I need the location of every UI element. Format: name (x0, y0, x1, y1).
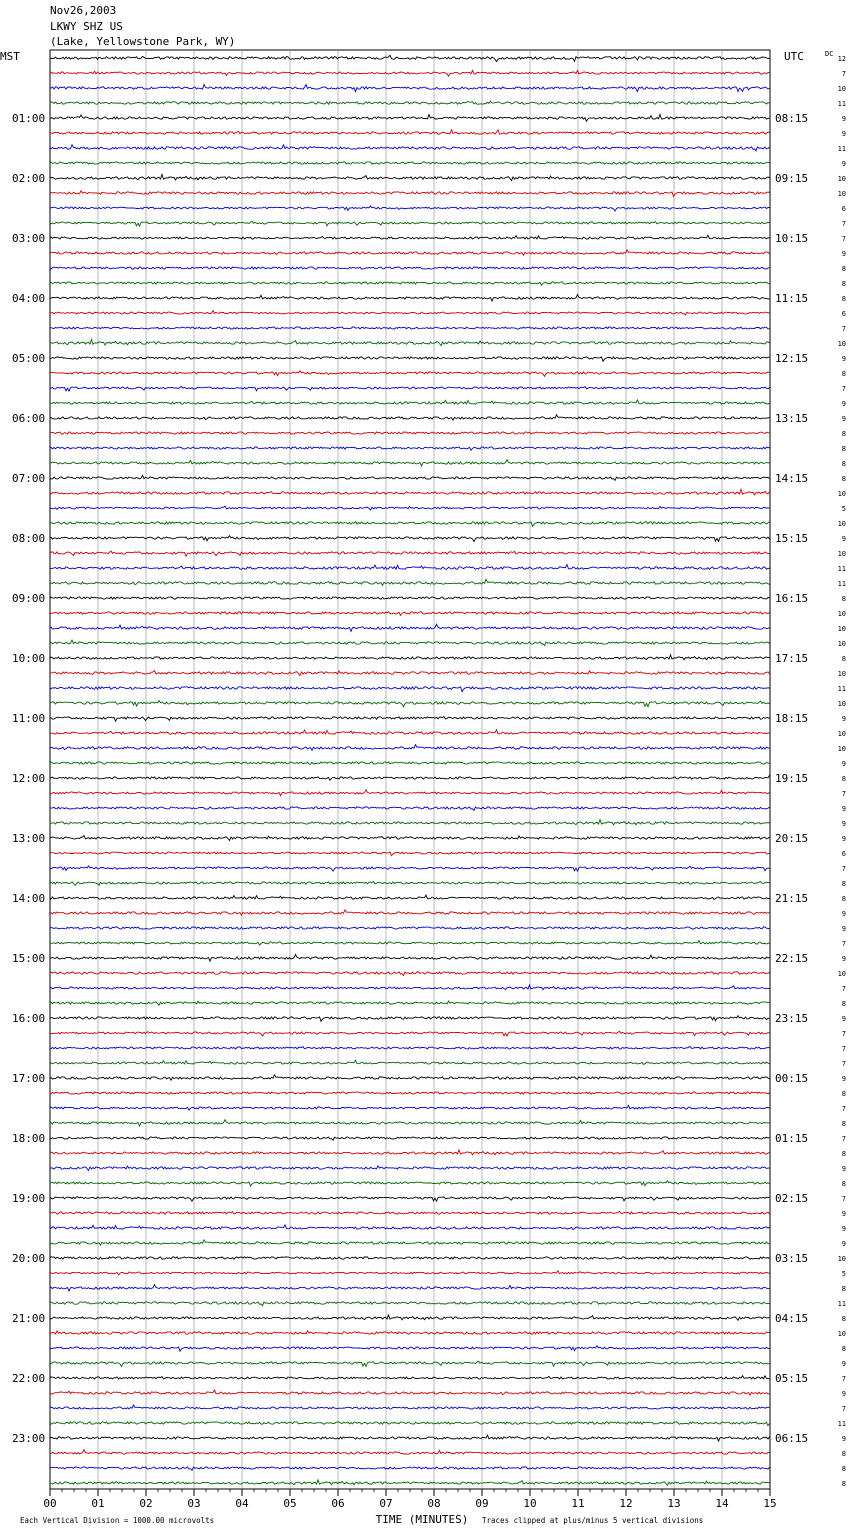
trace-line (50, 174, 770, 180)
dc-offset-value: 10 (837, 340, 846, 348)
trace-line (50, 70, 770, 76)
mst-hour-label: 12:00 (12, 772, 46, 785)
mst-hour-label: 09:00 (12, 592, 46, 605)
station-code: LKWY SHZ US (50, 20, 123, 33)
dc-offset-value: 6 (841, 850, 846, 858)
dc-offset-value: 10 (837, 490, 846, 498)
dc-offset-value: 7 (841, 940, 846, 948)
trace-line (50, 85, 770, 92)
trace-line (50, 1060, 770, 1064)
mst-hour-label: 06:00 (12, 412, 46, 425)
utc-hour-label: 18:15 (775, 712, 809, 725)
trace-line (50, 1467, 770, 1470)
dc-offset-value: 9 (841, 1225, 846, 1233)
dc-offset-value: 7 (841, 325, 846, 333)
utc-hour-label: 19:15 (775, 772, 809, 785)
trace-line (50, 415, 770, 420)
trace-line (50, 1285, 770, 1291)
dc-offset-value: 9 (841, 160, 846, 168)
x-tick-label: 13 (667, 1497, 681, 1510)
trace-line (50, 162, 770, 164)
dc-offset-value: 8 (841, 265, 846, 273)
x-tick-label: 05 (283, 1497, 297, 1510)
trace-line (50, 640, 770, 645)
trace-line (50, 730, 770, 735)
utc-hour-label: 04:15 (775, 1312, 809, 1325)
mst-hour-label: 14:00 (12, 892, 46, 905)
trace-line (50, 701, 770, 707)
dc-offset-value: 9 (841, 955, 846, 963)
trace-line (50, 1211, 770, 1214)
dc-offset-value: 8 (841, 475, 846, 483)
trace-line (50, 1075, 770, 1080)
dc-offset-value: 8 (841, 1285, 846, 1293)
trace-line (50, 1302, 770, 1306)
utc-hour-label: 16:15 (775, 592, 809, 605)
trace-line (50, 145, 770, 151)
dc-offset-value: 10 (837, 700, 846, 708)
mst-hour-label: 13:00 (12, 832, 46, 845)
trace-line (50, 1166, 770, 1171)
dc-offset-value: 8 (841, 1315, 846, 1323)
dc-offset-value: 8 (841, 1120, 846, 1128)
utc-hour-label: 09:15 (775, 172, 809, 185)
trace-line (50, 506, 770, 510)
dc-offset-value: 7 (841, 1030, 846, 1038)
trace-line (50, 282, 770, 285)
dc-offset-value: 8 (841, 880, 846, 888)
dc-offset-value: 10 (837, 550, 846, 558)
dc-offset-value: 7 (841, 385, 846, 393)
dc-offset-value: 8 (841, 1345, 846, 1353)
trace-line (50, 1435, 770, 1441)
x-tick-label: 03 (187, 1497, 201, 1510)
dc-offset-value: 8 (841, 1180, 846, 1188)
trace-line (50, 1450, 770, 1455)
dc-offset-value: 11 (837, 145, 846, 153)
trace-line (50, 866, 770, 871)
dc-offset-value: 12 (837, 55, 846, 63)
x-tick-label: 12 (619, 1497, 633, 1510)
dc-offset-value: 9 (841, 820, 846, 828)
trace-line (50, 836, 770, 841)
dc-offset-value: 9 (841, 1165, 846, 1173)
trace-line (50, 432, 770, 434)
dc-offset-value: 8 (841, 1090, 846, 1098)
trace-line (50, 717, 770, 722)
dc-offset-value: 9 (841, 925, 846, 933)
dc-offset-value: 8 (841, 460, 846, 468)
trace-line (50, 927, 770, 929)
trace-line (50, 1092, 770, 1094)
trace-line (50, 881, 770, 885)
mst-hour-label: 02:00 (12, 172, 46, 185)
dc-offset-value: 9 (841, 355, 846, 363)
dc-offset-value: 8 (841, 295, 846, 303)
dc-offset-value: 10 (837, 745, 846, 753)
dc-offset-value: 9 (841, 1240, 846, 1248)
utc-hour-label: 13:15 (775, 412, 809, 425)
dc-offset-value: 9 (841, 760, 846, 768)
dc-offset-value: 10 (837, 175, 846, 183)
trace-line (50, 1047, 770, 1050)
clip-footnote: Traces clipped at plus/minus 5 vertical divisions (482, 1516, 704, 1525)
trace-line (50, 206, 770, 211)
dc-offset-value: 7 (841, 1375, 846, 1383)
trace-line (50, 1257, 770, 1259)
utc-hour-label: 02:15 (775, 1192, 809, 1205)
dc-offset-value: 9 (841, 910, 846, 918)
trace-line (50, 852, 770, 856)
trace-line (50, 1196, 770, 1201)
trace-line (50, 1390, 770, 1395)
dc-offset-value: 7 (841, 1045, 846, 1053)
utc-hour-label: 17:15 (775, 652, 809, 665)
dc-offset-value: 9 (841, 400, 846, 408)
dc-offset-value: 10 (837, 190, 846, 198)
dc-offset-value: 5 (841, 1270, 846, 1278)
trace-line (50, 221, 770, 226)
trace-line (50, 101, 770, 104)
utc-hour-label: 21:15 (775, 892, 809, 905)
trace-line (50, 130, 770, 135)
dc-offset-value: 10 (837, 1255, 846, 1263)
dc-offset-value: 6 (841, 310, 846, 318)
dc-offset-value: 9 (841, 1390, 846, 1398)
trace-line (50, 536, 770, 542)
trace-line (50, 1001, 770, 1005)
dc-offset-value: 10 (837, 640, 846, 648)
dc-offset-value: 7 (841, 1060, 846, 1068)
dc-offset-value: 8 (841, 445, 846, 453)
trace-line (50, 1346, 770, 1351)
trace-line (50, 1120, 770, 1126)
mst-hour-label: 15:00 (12, 952, 46, 965)
mst-hour-label: 22:00 (12, 1372, 46, 1385)
trace-line (50, 1016, 770, 1022)
dc-offset-value: 10 (837, 610, 846, 618)
dc-offset-value: 11 (837, 685, 846, 693)
trace-line (50, 1271, 770, 1275)
trace-line (50, 267, 770, 269)
trace-line (50, 954, 770, 961)
dc-label: DC (825, 50, 834, 58)
x-tick-label: 01 (91, 1497, 105, 1510)
trace-line (50, 191, 770, 197)
dc-offset-value: 8 (841, 370, 846, 378)
dc-offset-value: 11 (837, 580, 846, 588)
trace-line (50, 475, 770, 480)
dc-offset-value: 7 (841, 1135, 846, 1143)
scale-footnote: Each Vertical Division = 1000.00 microvolts (20, 1516, 215, 1525)
utc-hour-label: 06:15 (775, 1432, 809, 1445)
trace-line (50, 551, 770, 556)
dc-offset-value: 7 (841, 1405, 846, 1413)
dc-offset-value: 9 (841, 715, 846, 723)
trace-line (50, 579, 770, 585)
trace-line (50, 565, 770, 570)
mst-hour-label: 21:00 (12, 1312, 46, 1325)
dc-offset-value: 10 (837, 730, 846, 738)
utc-hour-label: 20:15 (775, 832, 809, 845)
trace-line (50, 235, 770, 239)
trace-line (50, 1150, 770, 1155)
x-tick-label: 08 (427, 1497, 441, 1510)
trace-line (50, 55, 770, 61)
dc-offset-value: 11 (837, 100, 846, 108)
trace-line (50, 762, 770, 764)
trace-line (50, 790, 770, 796)
trace-line (50, 1106, 770, 1111)
dc-offset-value: 7 (841, 220, 846, 228)
dc-offset-value: 8 (841, 895, 846, 903)
x-tick-label: 06 (331, 1497, 345, 1510)
dc-offset-value: 9 (841, 1210, 846, 1218)
trace-line (50, 250, 770, 255)
dc-offset-value: 11 (837, 565, 846, 573)
trace-line (50, 371, 770, 377)
trace-line (50, 1480, 770, 1486)
x-tick-label: 07 (379, 1497, 393, 1510)
trace-line (50, 985, 770, 990)
dc-offset-value: 9 (841, 1075, 846, 1083)
trace-line (50, 745, 770, 751)
mst-hour-label: 20:00 (12, 1252, 46, 1265)
trace-line (50, 1137, 770, 1140)
utc-hour-label: 14:15 (775, 472, 809, 485)
mst-hour-label: 16:00 (12, 1012, 46, 1025)
x-axis-label: TIME (MINUTES) (375, 1513, 469, 1526)
dc-offset-value: 11 (837, 1300, 846, 1308)
dc-offset-value: 9 (841, 1360, 846, 1368)
x-tick-label: 14 (715, 1497, 729, 1510)
trace-line (50, 522, 770, 527)
trace-line (50, 1376, 770, 1380)
trace-line (50, 687, 770, 692)
right-axis-label: UTC (784, 50, 804, 63)
trace-line (50, 357, 770, 361)
dc-offset-value: 11 (837, 1420, 846, 1428)
mst-hour-label: 18:00 (12, 1132, 46, 1145)
record-date: Nov26,2003 (50, 4, 117, 17)
trace-line (50, 972, 770, 976)
trace-line (50, 775, 770, 780)
dc-offset-value: 9 (841, 835, 846, 843)
x-tick-label: 04 (235, 1497, 249, 1510)
x-tick-label: 00 (43, 1497, 57, 1510)
trace-line (50, 895, 770, 899)
trace-line (50, 941, 770, 946)
dc-offset-value: 7 (841, 235, 846, 243)
dc-offset-value: 9 (841, 115, 846, 123)
trace-line (50, 339, 770, 345)
trace-line (50, 1031, 770, 1036)
utc-hour-label: 03:15 (775, 1252, 809, 1265)
trace-line (50, 460, 770, 466)
dc-offset-value: 6 (841, 205, 846, 213)
trace-line (50, 671, 770, 676)
trace-line (50, 1315, 770, 1321)
dc-offset-value: 9 (841, 130, 846, 138)
dc-offset-value: 9 (841, 415, 846, 423)
dc-offset-value: 8 (841, 1150, 846, 1158)
trace-line (50, 1225, 770, 1230)
trace-line (50, 400, 770, 404)
trace-line (50, 807, 770, 811)
mst-hour-label: 11:00 (12, 712, 46, 725)
x-tick-label: 09 (475, 1497, 489, 1510)
dc-offset-value: 7 (841, 1195, 846, 1203)
trace-line (50, 295, 770, 301)
utc-hour-label: 00:15 (775, 1072, 809, 1085)
x-tick-label: 02 (139, 1497, 153, 1510)
trace-line (50, 327, 770, 329)
utc-hour-label: 10:15 (775, 232, 809, 245)
dc-offset-value: 10 (837, 1330, 846, 1338)
trace-line (50, 1422, 770, 1426)
dc-offset-value: 8 (841, 1450, 846, 1458)
dc-offset-value: 10 (837, 625, 846, 633)
trace-line (50, 624, 770, 631)
trace-line (50, 447, 770, 450)
utc-hour-label: 15:15 (775, 532, 809, 545)
dc-offset-value: 9 (841, 805, 846, 813)
dc-offset-value: 8 (841, 1465, 846, 1473)
utc-hour-label: 22:15 (775, 952, 809, 965)
utc-hour-label: 05:15 (775, 1372, 809, 1385)
dc-offset-value: 10 (837, 670, 846, 678)
utc-hour-label: 11:15 (775, 292, 809, 305)
mst-hour-label: 01:00 (12, 112, 46, 125)
dc-offset-value: 10 (837, 85, 846, 93)
x-tick-label: 10 (523, 1497, 537, 1510)
trace-line (50, 311, 770, 315)
mst-hour-label: 10:00 (12, 652, 46, 665)
trace-line (50, 1331, 770, 1334)
dc-offset-value: 8 (841, 655, 846, 663)
mst-hour-label: 08:00 (12, 532, 46, 545)
dc-offset-value: 7 (841, 70, 846, 78)
dc-offset-value: 10 (837, 520, 846, 528)
trace-line (50, 612, 770, 616)
dc-offset-value: 8 (841, 595, 846, 603)
x-tick-label: 11 (571, 1497, 585, 1510)
dc-offset-value: 9 (841, 535, 846, 543)
dc-offset-value: 8 (841, 430, 846, 438)
dc-offset-value: 9 (841, 1435, 846, 1443)
dc-offset-value: 9 (841, 1015, 846, 1023)
dc-offset-value: 8 (841, 1000, 846, 1008)
trace-line (50, 655, 770, 660)
trace-line (50, 1361, 770, 1367)
trace-line (50, 1240, 770, 1245)
trace-line (50, 1405, 770, 1409)
utc-hour-label: 08:15 (775, 112, 809, 125)
trace-line (50, 1181, 770, 1186)
utc-hour-label: 01:15 (775, 1132, 809, 1145)
trace-line (50, 597, 770, 599)
dc-offset-value: 7 (841, 790, 846, 798)
mst-hour-label: 04:00 (12, 292, 46, 305)
mst-hour-label: 03:00 (12, 232, 46, 245)
trace-line (50, 820, 770, 825)
mst-hour-label: 07:00 (12, 472, 46, 485)
trace-line (50, 489, 770, 495)
utc-hour-label: 12:15 (775, 352, 809, 365)
dc-offset-value: 10 (837, 970, 846, 978)
utc-hour-label: 23:15 (775, 1012, 809, 1025)
dc-offset-value: 8 (841, 280, 846, 288)
dc-offset-value: 9 (841, 250, 846, 258)
trace-line (50, 910, 770, 915)
dc-offset-value: 7 (841, 1105, 846, 1113)
mst-hour-label: 23:00 (12, 1432, 46, 1445)
station-location: (Lake, Yellowstone Park, WY) (50, 35, 236, 48)
trace-line (50, 386, 770, 391)
dc-offset-value: 8 (841, 775, 846, 783)
x-tick-label: 15 (763, 1497, 777, 1510)
dc-offset-value: 5 (841, 505, 846, 513)
mst-hour-label: 19:00 (12, 1192, 46, 1205)
dc-offset-value: 7 (841, 985, 846, 993)
trace-line (50, 115, 770, 122)
dc-offset-value: 8 (841, 1480, 846, 1488)
mst-hour-label: 17:00 (12, 1072, 46, 1085)
dc-offset-value: 7 (841, 865, 846, 873)
left-axis-label: MST (0, 50, 20, 63)
mst-hour-label: 05:00 (12, 352, 46, 365)
